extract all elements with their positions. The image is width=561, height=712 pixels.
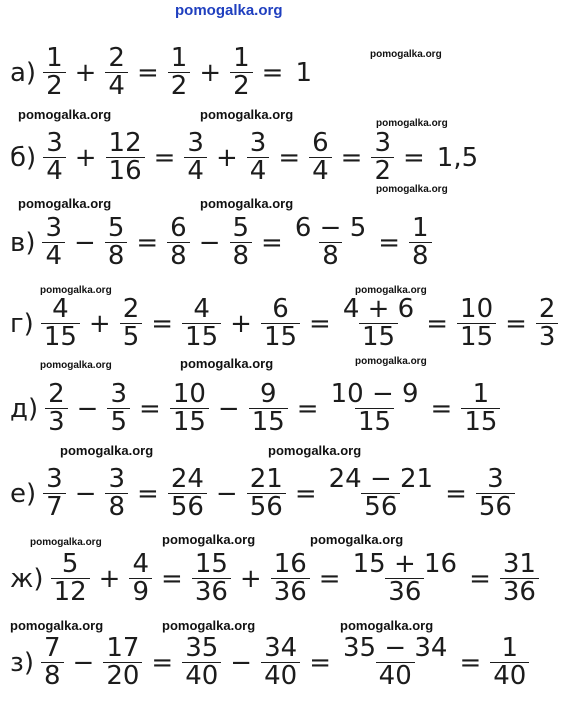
fraction bbox=[340, 296, 417, 352]
operator: − bbox=[72, 647, 95, 678]
fraction bbox=[41, 635, 64, 691]
numerator: 3 bbox=[487, 464, 504, 494]
watermark: pomogalka.org bbox=[376, 118, 448, 129]
denominator: 8 bbox=[409, 242, 432, 270]
operator: + bbox=[74, 142, 97, 173]
operator: = bbox=[505, 308, 527, 339]
fraction bbox=[182, 296, 221, 352]
fraction bbox=[170, 381, 209, 437]
numerator: 4 + 6 bbox=[342, 294, 415, 324]
denominator: 4 bbox=[247, 157, 270, 185]
watermark: pomogalka.org bbox=[30, 537, 102, 548]
operator: − bbox=[198, 227, 221, 258]
numerator: 4 bbox=[52, 294, 69, 324]
numerator: 6 − 5 bbox=[294, 213, 367, 243]
numerator: 3 bbox=[187, 128, 204, 158]
numerator: 3 bbox=[46, 128, 63, 158]
fraction bbox=[457, 296, 496, 352]
denominator: 2 bbox=[43, 72, 66, 100]
equation-label: ж) bbox=[10, 563, 44, 594]
fraction bbox=[371, 130, 394, 186]
denominator: 8 bbox=[167, 242, 190, 270]
watermark: pomogalka.org bbox=[40, 285, 112, 296]
watermark: pomogalka.org bbox=[310, 532, 404, 547]
numerator: 4 bbox=[132, 549, 150, 579]
denominator: 15 bbox=[41, 323, 80, 351]
operator: = bbox=[161, 563, 183, 594]
equation-label: з) bbox=[10, 647, 34, 678]
denominator: 2 bbox=[168, 72, 191, 100]
numerator: 31 bbox=[502, 549, 536, 579]
fraction bbox=[103, 635, 142, 691]
fraction bbox=[107, 381, 130, 437]
denominator: 20 bbox=[103, 662, 142, 690]
watermark: pomogalka.org bbox=[268, 443, 362, 458]
numerator: 2 bbox=[538, 294, 556, 324]
fraction bbox=[120, 296, 143, 352]
fraction bbox=[105, 45, 128, 101]
equation-v bbox=[10, 215, 435, 271]
denominator: 15 bbox=[457, 323, 496, 351]
operator: = bbox=[318, 563, 341, 594]
denominator: 3 bbox=[536, 323, 559, 351]
watermark: pomogalka.org bbox=[376, 184, 448, 195]
fraction bbox=[168, 45, 191, 101]
watermark: pomogalka.org bbox=[180, 356, 274, 371]
numerator: 21 bbox=[249, 464, 283, 494]
operator: = bbox=[309, 647, 331, 678]
numerator: 10 − 9 bbox=[330, 379, 419, 409]
numerator: 3 bbox=[45, 213, 63, 243]
operator: + bbox=[199, 57, 222, 88]
fraction bbox=[192, 551, 231, 607]
operator: = bbox=[430, 393, 453, 424]
operator: + bbox=[98, 563, 121, 594]
numerator: 3 bbox=[108, 464, 126, 494]
operator: + bbox=[215, 142, 238, 173]
operator: = bbox=[151, 308, 174, 339]
operator: = bbox=[136, 57, 159, 88]
denominator: 40 bbox=[376, 662, 415, 690]
numerator: 34 bbox=[264, 633, 298, 663]
denominator: 7 bbox=[43, 493, 66, 521]
fraction bbox=[167, 215, 190, 271]
fraction bbox=[409, 215, 432, 271]
denominator: 15 bbox=[182, 323, 221, 351]
denominator: 15 bbox=[359, 323, 398, 351]
fraction bbox=[230, 215, 253, 271]
numerator: 10 bbox=[460, 294, 494, 324]
denominator: 36 bbox=[385, 578, 424, 606]
fraction bbox=[105, 215, 128, 271]
numerator: 3 bbox=[110, 379, 128, 409]
operator: = bbox=[278, 142, 301, 173]
numerator: 24 bbox=[170, 464, 204, 494]
watermark: pomogalka.org bbox=[200, 107, 294, 122]
fraction bbox=[105, 466, 128, 522]
operator: = bbox=[469, 563, 491, 594]
numerator: 12 bbox=[108, 128, 142, 158]
numerator: 6 bbox=[312, 128, 329, 158]
result-value: 1 bbox=[295, 57, 312, 88]
equation-a bbox=[10, 45, 318, 101]
numerator: 7 bbox=[43, 633, 61, 663]
denominator: 8 bbox=[230, 242, 253, 270]
denominator: 3 bbox=[45, 408, 68, 436]
operator: = bbox=[309, 308, 331, 339]
denominator: 56 bbox=[476, 493, 515, 521]
denominator: 5 bbox=[120, 323, 143, 351]
operator: − bbox=[230, 647, 253, 678]
operator: = bbox=[261, 57, 284, 88]
denominator: 4 bbox=[309, 157, 332, 185]
operator: − bbox=[76, 393, 99, 424]
equation-label: г) bbox=[10, 308, 34, 339]
numerator: 5 bbox=[232, 213, 250, 243]
equation-label: в) bbox=[10, 227, 36, 258]
fraction bbox=[461, 381, 500, 437]
fraction bbox=[326, 466, 436, 522]
denominator: 12 bbox=[51, 578, 90, 606]
denominator: 16 bbox=[106, 157, 145, 185]
fraction bbox=[490, 635, 529, 691]
fraction bbox=[106, 130, 145, 186]
watermark: pomogalka.org bbox=[60, 443, 154, 458]
operator: = bbox=[296, 393, 319, 424]
denominator: 4 bbox=[42, 242, 65, 270]
numerator: 35 bbox=[185, 633, 219, 663]
watermark: pomogalka.org bbox=[340, 618, 434, 633]
denominator: 4 bbox=[43, 157, 66, 185]
fraction bbox=[43, 45, 66, 101]
numerator: 4 bbox=[193, 294, 210, 324]
fraction bbox=[43, 466, 66, 522]
fraction bbox=[309, 130, 332, 186]
denominator: 15 bbox=[355, 408, 394, 436]
denominator: 36 bbox=[500, 578, 539, 606]
equation-d bbox=[10, 381, 503, 437]
numerator: 5 bbox=[61, 549, 79, 579]
operator: = bbox=[403, 142, 425, 173]
denominator: 5 bbox=[107, 408, 130, 436]
denominator: 2 bbox=[230, 72, 253, 100]
fraction bbox=[168, 466, 207, 522]
operator: − bbox=[215, 478, 238, 509]
denominator: 15 bbox=[261, 323, 300, 351]
fraction bbox=[249, 381, 288, 437]
numerator: 3 bbox=[249, 128, 267, 158]
denominator: 8 bbox=[41, 662, 64, 690]
watermark: pomogalka.org bbox=[18, 196, 112, 211]
numerator: 1 bbox=[170, 43, 188, 73]
denominator: 4 bbox=[184, 157, 207, 185]
equation-g bbox=[10, 296, 561, 352]
equation-z bbox=[10, 635, 532, 691]
fraction bbox=[261, 296, 300, 352]
operator: = bbox=[137, 478, 159, 509]
fraction bbox=[41, 296, 80, 352]
equation-e bbox=[10, 466, 518, 522]
watermark-top[interactable]: pomogalka.org bbox=[175, 2, 283, 19]
watermark: pomogalka.org bbox=[162, 618, 256, 633]
numerator: 6 bbox=[272, 294, 289, 324]
fraction bbox=[184, 130, 207, 186]
operator: + bbox=[239, 563, 262, 594]
watermark: pomogalka.org bbox=[18, 107, 112, 122]
fraction bbox=[350, 551, 460, 607]
equation-label: д) bbox=[10, 393, 39, 424]
denominator: 56 bbox=[361, 493, 400, 521]
numerator: 15 bbox=[194, 549, 228, 579]
denominator: 4 bbox=[105, 72, 128, 100]
operator: + bbox=[74, 57, 97, 88]
denominator: 56 bbox=[247, 493, 286, 521]
numerator: 2 bbox=[122, 294, 140, 324]
numerator: 1 bbox=[472, 379, 490, 409]
numerator: 3 bbox=[46, 464, 63, 494]
fraction bbox=[328, 381, 422, 437]
fraction bbox=[536, 296, 559, 352]
fraction bbox=[247, 466, 286, 522]
watermark: pomogalka.org bbox=[370, 49, 442, 60]
numerator: 10 bbox=[172, 379, 206, 409]
denominator: 36 bbox=[271, 578, 310, 606]
fraction bbox=[340, 635, 450, 691]
fraction bbox=[261, 635, 300, 691]
denominator: 9 bbox=[129, 578, 152, 606]
fraction bbox=[500, 551, 539, 607]
denominator: 15 bbox=[249, 408, 288, 436]
watermark: pomogalka.org bbox=[355, 285, 427, 296]
fraction bbox=[230, 45, 253, 101]
operator: = bbox=[261, 227, 283, 258]
denominator: 36 bbox=[192, 578, 231, 606]
operator: = bbox=[378, 227, 401, 258]
numerator: 15 + 16 bbox=[352, 549, 458, 579]
fraction bbox=[129, 551, 152, 607]
operator: = bbox=[426, 308, 449, 339]
fraction bbox=[182, 635, 221, 691]
numerator: 17 bbox=[106, 633, 140, 663]
operator: = bbox=[459, 647, 482, 678]
equation-zh bbox=[10, 551, 542, 607]
watermark: pomogalka.org bbox=[355, 356, 427, 367]
denominator: 15 bbox=[170, 408, 209, 436]
operator: = bbox=[340, 142, 363, 173]
operator: − bbox=[74, 227, 96, 258]
fraction bbox=[292, 215, 369, 271]
operator: + bbox=[230, 308, 252, 339]
numerator: 2 bbox=[48, 379, 65, 409]
denominator: 8 bbox=[105, 242, 128, 270]
operator: = bbox=[294, 478, 317, 509]
fraction bbox=[247, 130, 270, 186]
result-value: 1,5 bbox=[436, 142, 479, 173]
operator: = bbox=[136, 227, 159, 258]
operator: + bbox=[88, 308, 111, 339]
numerator: 1 bbox=[412, 213, 429, 243]
numerator: 9 bbox=[259, 379, 277, 409]
fraction bbox=[476, 466, 515, 522]
operator: = bbox=[151, 647, 174, 678]
operator: − bbox=[217, 393, 240, 424]
equation-label: е) bbox=[10, 478, 37, 509]
denominator: 40 bbox=[490, 662, 529, 690]
fraction bbox=[271, 551, 310, 607]
denominator: 56 bbox=[168, 493, 207, 521]
numerator: 5 bbox=[107, 213, 125, 243]
operator: = bbox=[153, 142, 176, 173]
denominator: 8 bbox=[319, 242, 342, 270]
numerator: 1 bbox=[46, 43, 63, 73]
numerator: 24 − 21 bbox=[328, 464, 434, 494]
operator: = bbox=[445, 478, 467, 509]
fraction bbox=[51, 551, 90, 607]
fraction bbox=[45, 381, 68, 437]
watermark: pomogalka.org bbox=[200, 196, 294, 211]
equation-label: б) bbox=[10, 142, 37, 173]
equation-label: а) bbox=[10, 57, 37, 88]
watermark: pomogalka.org bbox=[162, 532, 256, 547]
denominator: 8 bbox=[105, 493, 128, 521]
denominator: 15 bbox=[461, 408, 500, 436]
watermark: pomogalka.org bbox=[10, 618, 104, 633]
watermark: pomogalka.org bbox=[40, 360, 112, 371]
operator: − bbox=[74, 478, 97, 509]
numerator: 16 bbox=[273, 549, 307, 579]
denominator: 40 bbox=[182, 662, 221, 690]
denominator: 2 bbox=[371, 157, 394, 185]
numerator: 6 bbox=[170, 213, 187, 243]
equation-b bbox=[10, 130, 484, 186]
numerator: 3 bbox=[374, 128, 391, 158]
numerator: 35 − 34 bbox=[342, 633, 448, 663]
operator: = bbox=[139, 393, 161, 424]
numerator: 1 bbox=[233, 43, 250, 73]
fraction bbox=[43, 130, 66, 186]
fraction bbox=[42, 215, 65, 271]
denominator: 40 bbox=[261, 662, 300, 690]
numerator: 2 bbox=[108, 43, 125, 73]
numerator: 1 bbox=[501, 633, 519, 663]
